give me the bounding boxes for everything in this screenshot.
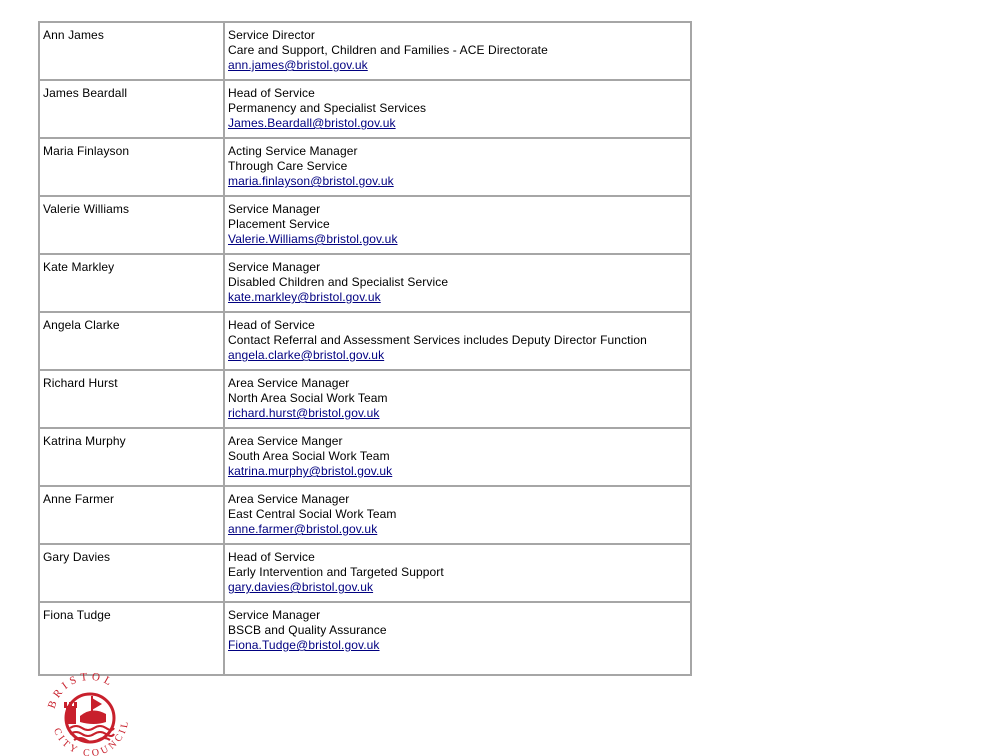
contact-role: Area Service Manager <box>228 376 350 390</box>
contact-details <box>224 22 691 80</box>
contact-row <box>39 196 691 254</box>
logo-text-bottom: CITY COUNCIL <box>50 718 132 756</box>
contact-details <box>224 544 691 602</box>
contact-name: Gary Davies <box>39 544 224 602</box>
contact-department: East Central Social Work Team <box>228 507 397 521</box>
contact-details <box>224 428 691 486</box>
contact-department: North Area Social Work Team <box>228 391 388 405</box>
contact-row <box>39 138 691 196</box>
contact-name: Ann James <box>39 22 224 80</box>
contact-role: Service Manager <box>228 260 321 274</box>
contact-email-link[interactable]: richard.hurst@bristol.gov.uk <box>228 406 380 420</box>
contact-details <box>224 370 691 428</box>
contact-name: Maria Finlayson <box>39 138 224 196</box>
contacts-table <box>38 21 692 676</box>
contact-role: Service Manager <box>228 608 321 622</box>
contact-details <box>224 196 691 254</box>
contact-row <box>39 22 691 80</box>
contact-department: South Area Social Work Team <box>228 449 390 463</box>
contact-role: Service Director <box>228 28 315 42</box>
logo-text-top: BRISTOL <box>45 670 117 711</box>
contact-details <box>224 312 691 370</box>
contact-name: Kate Markley <box>39 254 224 312</box>
contact-role: Head of Service <box>228 318 315 332</box>
contact-department: Permanency and Specialist Services <box>228 101 427 115</box>
contact-row <box>39 428 691 486</box>
contact-email-link[interactable]: gary.davies@bristol.gov.uk <box>228 580 374 594</box>
contact-details <box>224 80 691 138</box>
contact-name: Angela Clarke <box>39 312 224 370</box>
contact-email-link[interactable]: James.Beardall@bristol.gov.uk <box>228 116 396 130</box>
contact-department: Early Intervention and Targeted Support <box>228 565 444 579</box>
contact-details <box>224 138 691 196</box>
contact-department: Through Care Service <box>228 159 348 173</box>
contact-details <box>224 254 691 312</box>
contact-name: Anne Farmer <box>39 486 224 544</box>
contact-department: Care and Support, Children and Families - ACE Directorate <box>228 43 548 57</box>
contact-name: Valerie Williams <box>39 196 224 254</box>
contact-row <box>39 544 691 602</box>
ship-emblem <box>64 694 114 742</box>
contact-role: Head of Service <box>228 86 315 100</box>
contact-name: Richard Hurst <box>39 370 224 428</box>
contact-name: James Beardall <box>39 80 224 138</box>
contact-name: Fiona Tudge <box>39 602 224 675</box>
contact-row <box>39 602 691 675</box>
contact-row <box>39 486 691 544</box>
contact-role: Head of Service <box>228 550 315 564</box>
contact-email-link[interactable]: angela.clarke@bristol.gov.uk <box>228 348 385 362</box>
contact-department: Placement Service <box>228 217 330 231</box>
contact-name: Katrina Murphy <box>39 428 224 486</box>
contact-email-link[interactable]: Valerie.Williams@bristol.gov.uk <box>228 232 398 246</box>
contact-role: Area Service Manger <box>228 434 343 448</box>
contact-email-link[interactable]: maria.finlayson@bristol.gov.uk <box>228 174 394 188</box>
contact-details <box>224 486 691 544</box>
contact-role: Service Manager <box>228 202 321 216</box>
contact-email-link[interactable]: ann.james@bristol.gov.uk <box>228 58 368 72</box>
contacts-table-body <box>39 22 691 675</box>
bristol-city-council-logo <box>40 666 140 756</box>
contact-email-link[interactable]: kate.markley@bristol.gov.uk <box>228 290 381 304</box>
contact-department: Contact Referral and Assessment Services includes Deputy Director Function <box>228 333 647 347</box>
contact-row <box>39 312 691 370</box>
contact-row <box>39 370 691 428</box>
contact-email-link[interactable]: katrina.murphy@bristol.gov.uk <box>228 464 393 478</box>
contact-details <box>224 602 691 675</box>
contact-email-link[interactable]: Fiona.Tudge@bristol.gov.uk <box>228 638 380 652</box>
contact-email-link[interactable]: anne.farmer@bristol.gov.uk <box>228 522 378 536</box>
contact-role: Acting Service Manager <box>228 144 358 158</box>
contact-row <box>39 254 691 312</box>
contact-role: Area Service Manager <box>228 492 350 506</box>
contact-row <box>39 80 691 138</box>
contact-department: BSCB and Quality Assurance <box>228 623 387 637</box>
contact-department: Disabled Children and Specialist Service <box>228 275 449 289</box>
